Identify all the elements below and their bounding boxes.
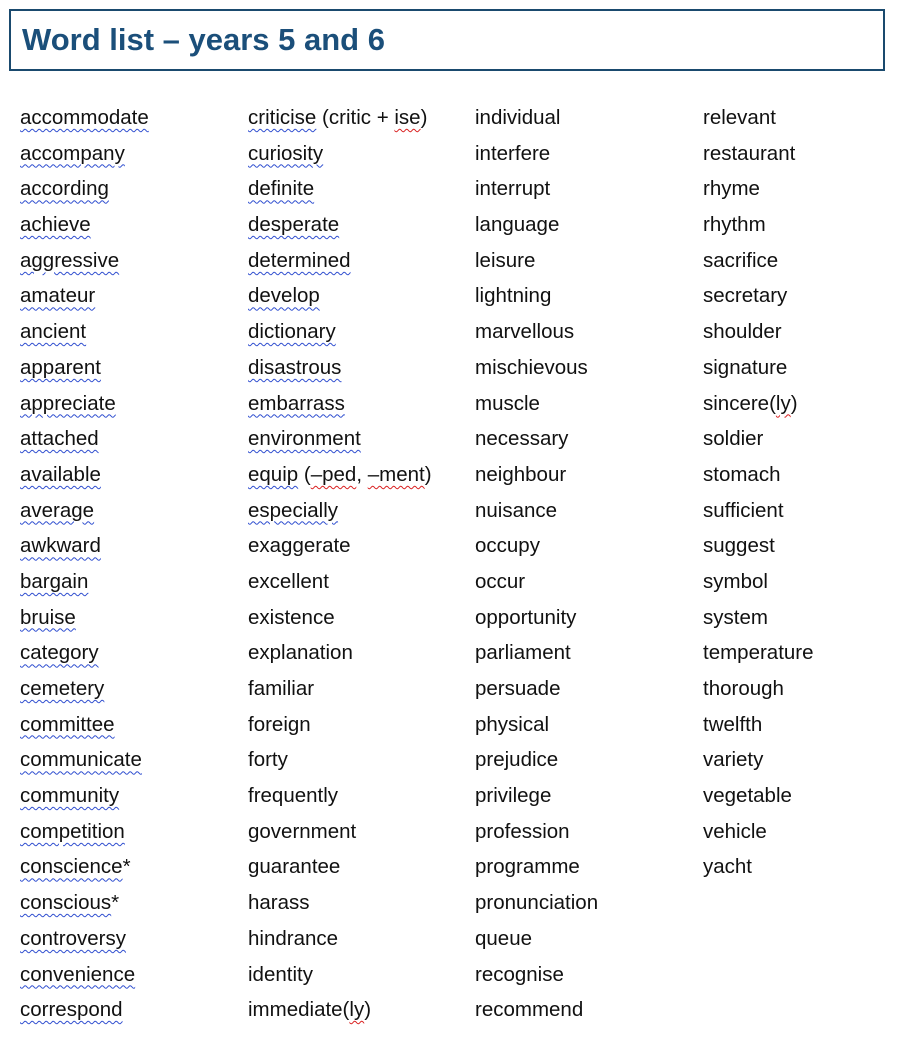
word-text: attached: [20, 427, 99, 451]
word-text: stomach: [703, 462, 781, 486]
word-column-4: [703, 100, 814, 885]
word-text: prejudice: [475, 748, 559, 772]
word-text: symbol: [703, 569, 768, 593]
word-item: [20, 957, 149, 993]
word-text: vehicle: [703, 819, 767, 843]
word-text: hindrance: [248, 926, 339, 950]
word-item: [475, 849, 598, 885]
word-text: yacht: [703, 855, 752, 879]
word-item: [248, 243, 432, 279]
word-item: [475, 207, 598, 243]
word-item: [475, 243, 598, 279]
word-item: [248, 493, 432, 529]
word-item: [475, 457, 598, 493]
word-text: ancient: [20, 320, 87, 344]
word-item: [20, 207, 149, 243]
word-item: [20, 171, 149, 207]
word-text: signature: [703, 355, 788, 379]
word-item: [248, 386, 432, 422]
word-item: [248, 528, 432, 564]
word-text: according: [20, 177, 109, 201]
word-item: [20, 564, 149, 600]
word-text: individual: [475, 106, 561, 129]
word-text: sincere(: [703, 391, 776, 415]
word-item: [20, 350, 149, 386]
word-item: [20, 243, 149, 279]
word-item: [703, 386, 814, 422]
word-text: familiar: [248, 677, 315, 700]
word-text: ise: [394, 106, 421, 129]
word-item: [475, 421, 598, 457]
word-text: government: [248, 819, 357, 843]
word-text: necessary: [475, 427, 569, 451]
word-text: existence: [248, 605, 335, 629]
word-item: [703, 243, 814, 279]
word-item: [20, 742, 149, 778]
word-text: interfere: [475, 141, 551, 165]
word-item: [703, 100, 814, 136]
word-item: [475, 742, 598, 778]
word-item: [475, 171, 598, 207]
word-item: [703, 528, 814, 564]
word-text: controversy: [20, 926, 126, 950]
word-item: [703, 207, 814, 243]
word-text: average: [20, 498, 95, 522]
word-text: convenience: [20, 962, 136, 986]
word-item: [248, 564, 432, 600]
word-text: shoulder: [703, 320, 782, 344]
word-text: apparent: [20, 355, 101, 379]
word-item: [248, 207, 432, 243]
word-text: language: [475, 213, 560, 237]
word-item: [475, 707, 598, 743]
word-text: ly: [775, 391, 791, 415]
word-text: committee: [20, 712, 115, 736]
word-item: [248, 778, 432, 814]
word-text: recommend: [475, 998, 584, 1022]
word-text: parliament: [475, 641, 571, 665]
word-text: relevant: [703, 106, 776, 129]
word-text: (: [298, 462, 311, 486]
word-text: frequently: [248, 784, 339, 808]
word-item: [475, 635, 598, 671]
word-text: system: [703, 605, 768, 629]
word-item: [703, 457, 814, 493]
word-item: [703, 136, 814, 172]
word-item: [20, 707, 149, 743]
word-text: identity: [248, 962, 313, 986]
word-item: [248, 742, 432, 778]
word-text: marvellous: [475, 320, 575, 344]
word-text: aggressive: [20, 248, 120, 272]
word-text: mischievous: [475, 355, 588, 379]
word-item: [475, 493, 598, 529]
word-item: [475, 885, 598, 921]
word-item: [248, 814, 432, 850]
word-item: [703, 671, 814, 707]
word-text: awkward: [20, 534, 101, 558]
word-item: [703, 600, 814, 636]
word-text: restaurant: [703, 141, 796, 165]
word-text: harass: [248, 891, 310, 915]
word-item: [248, 921, 432, 957]
word-text: disastrous: [248, 355, 342, 379]
word-text: develop: [248, 284, 320, 308]
word-item: [475, 386, 598, 422]
word-text: ly: [349, 998, 365, 1022]
word-item: [475, 528, 598, 564]
word-item: [20, 493, 149, 529]
word-item: [703, 742, 814, 778]
word-item: [475, 992, 598, 1028]
page-title: Word list – years 5 and 6: [22, 22, 385, 57]
word-item: [20, 849, 149, 885]
word-text: (critic +: [316, 106, 395, 129]
word-item: [703, 707, 814, 743]
word-text: variety: [703, 748, 764, 772]
word-text: occupy: [475, 534, 540, 558]
word-text: environment: [248, 427, 361, 451]
word-text: conscience: [20, 855, 123, 879]
word-text: definite: [248, 177, 315, 201]
word-item: [20, 278, 149, 314]
word-text: sufficient: [703, 498, 784, 522]
word-item: [475, 600, 598, 636]
word-item: [475, 671, 598, 707]
word-text: recognise: [475, 962, 564, 986]
title-box: [9, 9, 885, 71]
word-item: [475, 314, 598, 350]
word-text: opportunity: [475, 605, 577, 629]
word-item: [703, 849, 814, 885]
word-item: [703, 778, 814, 814]
word-item: [475, 136, 598, 172]
word-item: [475, 100, 598, 136]
word-item: [248, 957, 432, 993]
word-item: [475, 814, 598, 850]
word-text: accompany: [20, 141, 125, 165]
word-item: [248, 278, 432, 314]
word-item: [20, 457, 149, 493]
word-item: [703, 814, 814, 850]
word-text: rhythm: [703, 213, 766, 237]
word-item: [703, 278, 814, 314]
word-item: [20, 528, 149, 564]
word-text: *: [122, 855, 131, 879]
word-text: correspond: [20, 998, 123, 1022]
word-text: –ped: [310, 462, 357, 486]
word-item: [248, 421, 432, 457]
word-text: conscious: [20, 891, 112, 915]
word-text: achieve: [20, 213, 91, 237]
word-text: communicate: [20, 748, 142, 772]
word-text: physical: [475, 712, 550, 736]
word-text: curiosity: [248, 141, 324, 165]
word-text: available: [20, 462, 101, 486]
word-text: privilege: [475, 784, 552, 808]
word-item: [20, 635, 149, 671]
word-item: [248, 314, 432, 350]
word-text: lightning: [475, 284, 552, 308]
word-text: programme: [475, 855, 580, 879]
word-text: immediate(: [248, 998, 350, 1022]
word-text: exaggerate: [248, 534, 351, 558]
word-item: [475, 957, 598, 993]
word-item: [703, 635, 814, 671]
word-text: bruise: [20, 605, 76, 629]
word-text: ,: [356, 462, 368, 486]
word-text: occur: [475, 569, 526, 593]
word-item: [248, 600, 432, 636]
word-item: [20, 885, 149, 921]
word-item: [703, 171, 814, 207]
word-item: [20, 921, 149, 957]
word-text: cemetery: [20, 677, 105, 700]
word-item: [20, 992, 149, 1028]
word-item: [20, 814, 149, 850]
word-item: [703, 314, 814, 350]
word-text: neighbour: [475, 462, 567, 486]
word-text: thorough: [703, 677, 784, 700]
word-text: excellent: [248, 569, 329, 593]
word-item: [703, 350, 814, 386]
word-text: ): [424, 462, 432, 486]
word-text: ): [790, 391, 798, 415]
word-column-1: [20, 100, 149, 1028]
word-item: [475, 278, 598, 314]
word-item: [20, 314, 149, 350]
word-text: *: [111, 891, 120, 915]
word-text: dictionary: [248, 320, 336, 344]
word-text: leisure: [475, 248, 536, 272]
word-text: queue: [475, 926, 533, 950]
word-item: [248, 707, 432, 743]
word-text: –ment: [367, 462, 425, 486]
word-text: secretary: [703, 284, 788, 308]
word-text: forty: [248, 748, 288, 772]
word-item: [248, 171, 432, 207]
word-text: community: [20, 784, 120, 808]
word-text: especially: [248, 498, 339, 522]
word-text: vegetable: [703, 784, 792, 808]
word-text: competition: [20, 819, 125, 843]
word-item: [475, 921, 598, 957]
word-item: [248, 457, 432, 493]
word-item: [703, 421, 814, 457]
word-text: rhyme: [703, 177, 760, 201]
word-text: foreign: [248, 712, 311, 736]
word-text: desperate: [248, 213, 340, 237]
word-item: [248, 671, 432, 707]
word-text: soldier: [703, 427, 764, 451]
word-text: persuade: [475, 677, 561, 700]
word-item: [20, 100, 149, 136]
word-item: [248, 350, 432, 386]
word-text: twelfth: [703, 712, 763, 736]
word-item: [248, 136, 432, 172]
word-text: interrupt: [475, 177, 551, 201]
word-text: temperature: [703, 641, 814, 665]
word-item: [248, 635, 432, 671]
word-text: accommodate: [20, 106, 149, 129]
word-item: [475, 350, 598, 386]
word-item: [703, 493, 814, 529]
word-item: [20, 671, 149, 707]
word-text: profession: [475, 819, 570, 843]
word-text: ): [364, 998, 372, 1022]
word-text: embarrass: [248, 391, 345, 415]
word-item: [20, 778, 149, 814]
word-item: [475, 778, 598, 814]
word-item: [248, 885, 432, 921]
word-item: [20, 386, 149, 422]
word-text: determined: [248, 248, 351, 272]
word-text: muscle: [475, 391, 540, 415]
word-text: nuisance: [475, 498, 558, 522]
word-item: [248, 849, 432, 885]
word-text: amateur: [20, 284, 96, 308]
word-text: bargain: [20, 569, 89, 593]
word-column-2: [248, 100, 432, 1028]
word-text: category: [20, 641, 99, 665]
word-item: [20, 600, 149, 636]
word-item: [703, 564, 814, 600]
word-text: ): [420, 106, 428, 129]
word-item: [20, 136, 149, 172]
word-item: [248, 100, 432, 136]
word-text: suggest: [703, 534, 775, 558]
word-item: [20, 421, 149, 457]
word-text: criticise: [248, 106, 317, 129]
word-text: guarantee: [248, 855, 341, 879]
word-text: pronunciation: [475, 891, 599, 915]
word-text: equip: [248, 462, 299, 486]
word-text: sacrifice: [703, 248, 779, 272]
word-item: [248, 992, 432, 1028]
word-text: explanation: [248, 641, 353, 665]
word-item: [475, 564, 598, 600]
word-text: appreciate: [20, 391, 116, 415]
word-column-3: [475, 100, 598, 1028]
